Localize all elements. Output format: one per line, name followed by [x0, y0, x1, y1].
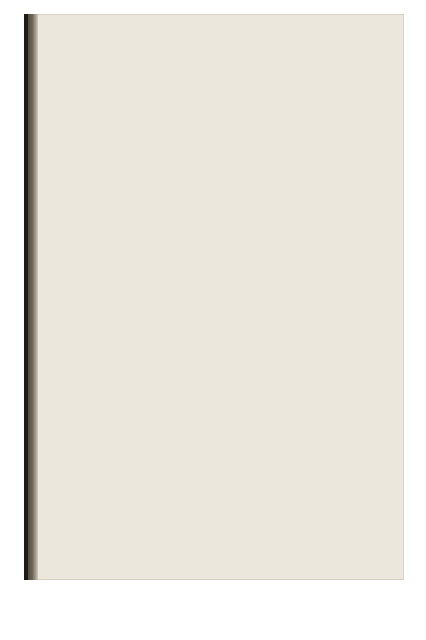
- page-stack-edge: [24, 14, 28, 580]
- document-page: [42, 18, 398, 574]
